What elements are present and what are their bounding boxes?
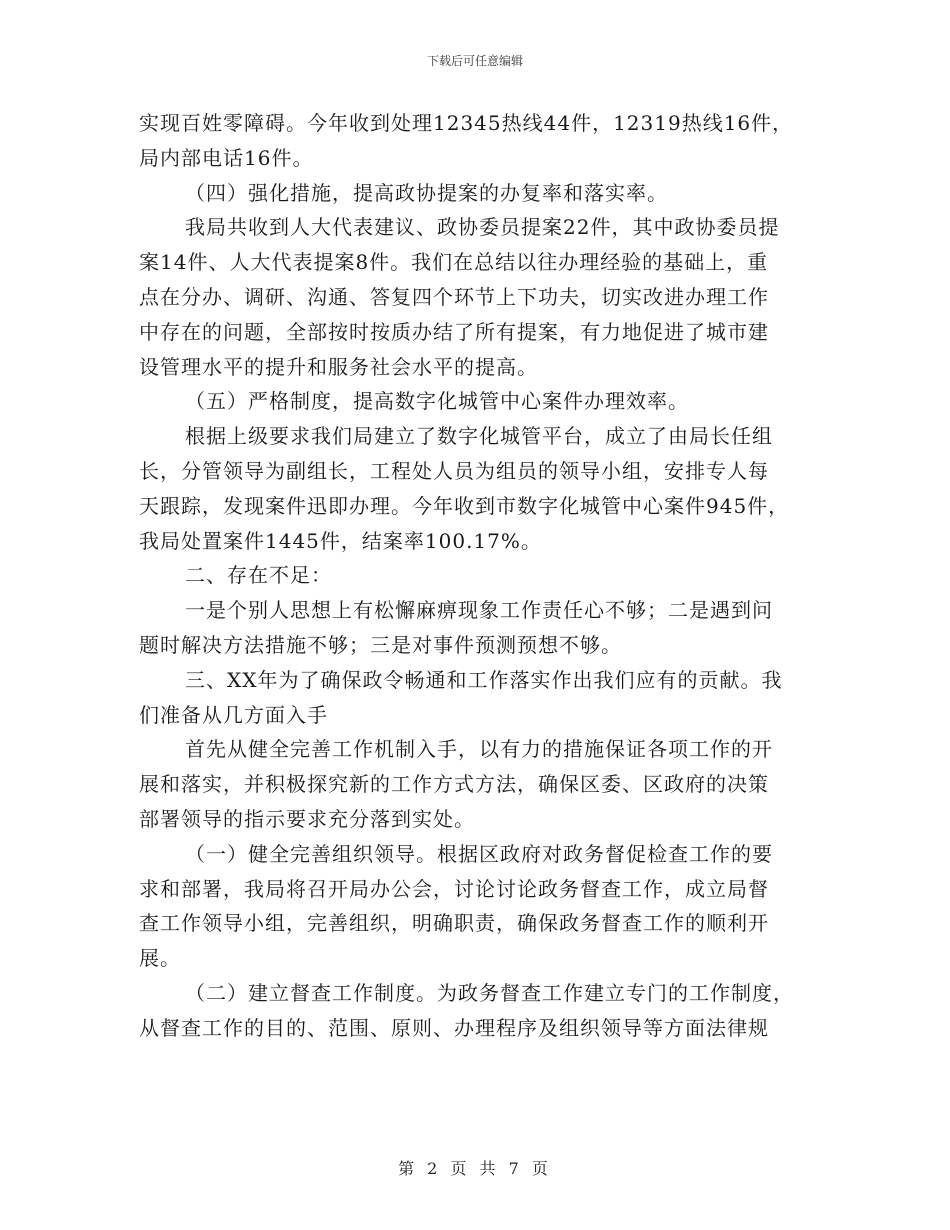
text-line: 实现百姓零障碍。今年收到处理12345热线44件，12319热线16件， xyxy=(139,111,794,135)
text-line: 求和部署，我局将召开局办公会，讨论讨论政务督查工作，成立局督 xyxy=(139,876,769,901)
text-line: 首先从健全完善工作机制入手，以有力的措施保证各项工作的开 xyxy=(185,737,773,762)
text-line: 查工作领导小组，完善组织，明确职责，确保政务督查工作的顺利开 xyxy=(139,911,769,936)
text-line: 展。 xyxy=(139,946,181,971)
text-line: 从督查工作的目的、范围、原则、办理程序及组织领导等方面法律规 xyxy=(139,1015,769,1040)
text-line: 们准备从几方面入手 xyxy=(139,702,328,727)
text-line: 部署领导的指示要求充分落到实处。 xyxy=(139,806,475,831)
text-line: 点在分办、调研、沟通、答复四个环节上下功夫，切实改进办理工作 xyxy=(139,284,769,309)
text-line: 展和落实，并积极探究新的工作方式方法，确保区委、区政府的决策 xyxy=(139,772,769,797)
text-line: 二、存在不足： xyxy=(185,563,332,588)
text-line: （四）强化措施，提高政协提案的办复率和落实率。 xyxy=(185,180,668,205)
text-line: 案14件、人大代表提案8件。我们在总结以往办理经验的基础上，重 xyxy=(139,250,769,275)
text-line: 一是个别人思想上有松懈麻痹现象工作责任心不够；二是遇到问 xyxy=(185,598,773,623)
page-number: 第 2 页 共 7 页 xyxy=(398,1159,552,1178)
document-body xyxy=(139,106,814,1046)
text-line: 长，分管领导为副组长，工程处人员为组员的领导小组，安排专人每 xyxy=(139,458,769,483)
text-line: 根据上级要求我们局建立了数字化城管平台，成立了由局长任组 xyxy=(185,424,773,449)
text-line: 设管理水平的提升和服务社会水平的提高。 xyxy=(139,354,538,379)
text-line: 中存在的问题，全部按时按质办结了所有提案，有力地促进了城市建 xyxy=(139,319,769,344)
text-line: （五）严格制度，提高数字化城管中心案件办理效率。 xyxy=(185,389,689,414)
text-line: 三、XX年为了确保政令畅通和工作落实作出我们应有的贡献。我 xyxy=(185,667,783,692)
text-line: 我局共收到人大代表建议、政协委员提案22件，其中政协委员提 xyxy=(185,215,780,240)
text-line: 局内部电话16件。 xyxy=(139,145,314,170)
text-line: 天跟踪，发现案件迅即办理。今年收到市数字化城管中心案件945件， xyxy=(139,493,790,518)
text-line: （一）健全完善组织领导。根据区政府对政务督促检查工作的要 xyxy=(185,841,773,866)
text-line: 题时解决方法措施不够；三是对事件预测预想不够。 xyxy=(139,632,622,657)
text-line: （二）建立督查工作制度。为政务督查工作建立专门的工作制度， xyxy=(185,980,794,1005)
page-header: 下载后可任意编辑 xyxy=(426,54,523,68)
text-line: 我局处置案件1445件，结案率100.17%。 xyxy=(139,528,542,553)
